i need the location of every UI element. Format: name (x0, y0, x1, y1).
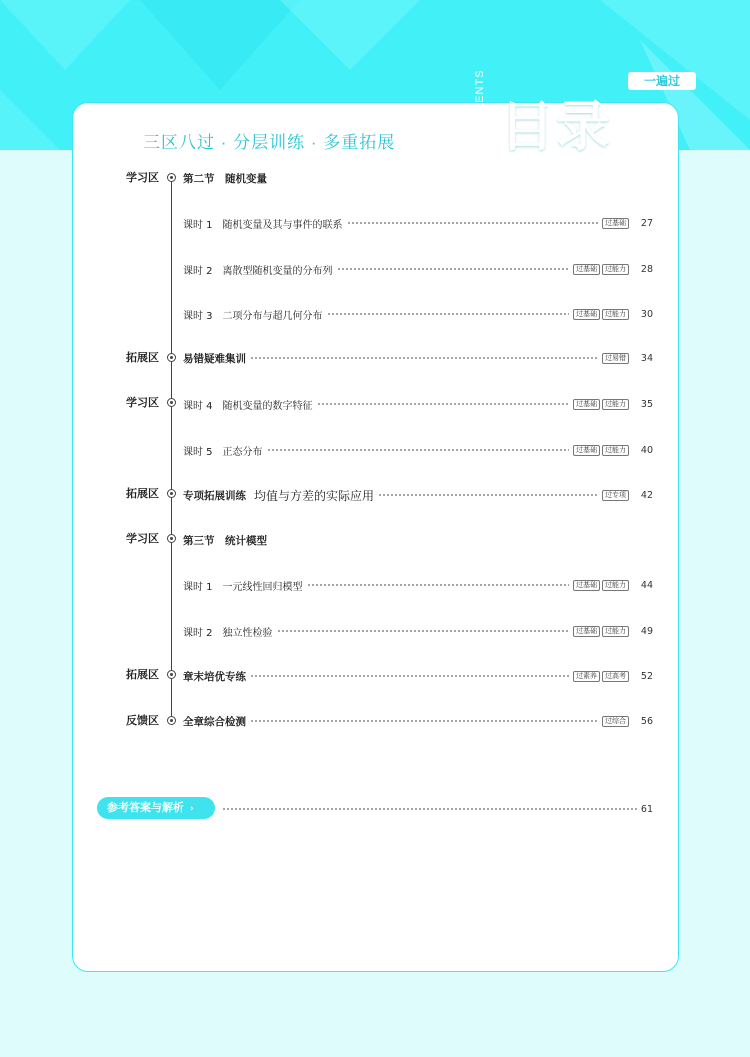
entry-title: 课时 3 二项分布与超几何分布 (183, 310, 323, 322)
level-badge: 过能力 (602, 309, 629, 320)
entry-tags (573, 626, 629, 637)
entry-title: 课时 4 随机变量的数字特征 (183, 400, 313, 412)
level-badge: 过素养 (573, 671, 600, 682)
entry-title: 课时 2 独立性检验 (183, 627, 273, 639)
dot-leader (347, 222, 598, 224)
toc-entry[interactable] (183, 216, 653, 230)
entry-tags (602, 716, 629, 727)
page-number: 52 (640, 670, 653, 682)
timeline-line (171, 180, 172, 720)
timeline-dot (167, 489, 176, 498)
page-number: 42 (640, 489, 653, 501)
toc-entry[interactable] (183, 397, 653, 411)
toc-entry[interactable] (183, 714, 653, 728)
entry-title: 第二节 随机变量 (183, 172, 267, 185)
zone-label: 反馈区 (126, 714, 159, 727)
entry-title: 第三节 统计模型 (183, 534, 267, 547)
page-number: 56 (640, 715, 653, 727)
dot-leader (250, 357, 598, 359)
entry-tags (602, 490, 629, 501)
toc-entry[interactable] (183, 171, 653, 185)
dot-leader (222, 808, 637, 810)
zone-label: 拓展区 (126, 668, 159, 681)
level-badge: 过高考 (602, 671, 629, 682)
dot-leader (267, 449, 569, 451)
dot-leader (327, 313, 569, 315)
timeline-dot (167, 670, 176, 679)
level-badge: 过基础 (573, 399, 600, 410)
entry-title: 课时 2 离散型随机变量的分布列 (183, 265, 333, 277)
zone-label: 学习区 (126, 396, 159, 409)
toc-entry[interactable] (183, 533, 653, 547)
timeline-dot (167, 398, 176, 407)
level-badge: 过专项 (602, 490, 629, 501)
toc-entry[interactable] (183, 669, 653, 683)
answer-section-badge[interactable] (97, 797, 215, 819)
toc-entry[interactable] (183, 624, 653, 638)
entry-tags (602, 218, 629, 229)
timeline-dot (167, 534, 176, 543)
level-badge: 过基础 (573, 445, 600, 456)
slogan: 三区八过 · 分层训练 · 多重拓展 (143, 133, 396, 152)
dot-leader (307, 584, 569, 586)
page-number: 40 (640, 444, 653, 456)
dot-leader (250, 675, 569, 677)
zone-label: 拓展区 (126, 351, 159, 364)
toc-entry[interactable] (183, 351, 653, 365)
level-badge: 过能力 (602, 445, 629, 456)
dot-leader (277, 630, 569, 632)
answer-section-entry[interactable] (222, 802, 653, 816)
level-badge: 过能力 (602, 399, 629, 410)
entry-tags (573, 671, 629, 682)
entry-title: 易错疑难集训 (183, 352, 246, 365)
level-badge: 过基础 (573, 626, 600, 637)
entry-subtitle: 均值与方差的实际应用 (254, 488, 375, 503)
dot-leader (337, 268, 569, 270)
entry-tags (573, 445, 629, 456)
toc-entry[interactable] (183, 262, 653, 276)
zone-label: 拓展区 (126, 487, 159, 500)
level-badge: 过能力 (602, 580, 629, 591)
level-badge: 过基础 (573, 580, 600, 591)
entry-title: 课时 1 一元线性回归模型 (183, 581, 303, 593)
brand-tag: 一遍过 (628, 72, 696, 90)
level-badge: 过易错 (602, 353, 629, 364)
page-number: 44 (640, 579, 653, 591)
entry-title: 章末培优专练 (183, 670, 246, 683)
dot-leader (250, 720, 598, 722)
page-number: 49 (640, 625, 653, 637)
toc-entry[interactable] (183, 488, 653, 502)
level-badge: 过能力 (602, 264, 629, 275)
page-number: 30 (640, 308, 653, 320)
level-badge: 过基础 (573, 264, 600, 275)
contents-label: CONTENTS (474, 69, 486, 138)
level-badge: 过综合 (602, 716, 629, 727)
level-badge: 过能力 (602, 626, 629, 637)
entry-title: 全章综合检测 (183, 715, 246, 728)
dot-leader (317, 403, 569, 405)
zone-label: 学习区 (126, 532, 159, 545)
chevron-right-icon: › (190, 804, 194, 814)
toc-entry[interactable] (183, 578, 653, 592)
page-title: 目录 (500, 95, 612, 158)
entry-title: 专项拓展训练 (183, 489, 246, 502)
timeline-dot (167, 173, 176, 182)
entry-title: 课时 5 正态分布 (183, 446, 263, 458)
toc-entry[interactable] (183, 443, 653, 457)
timeline-dot (167, 353, 176, 362)
timeline-dot (167, 716, 176, 725)
entry-tags (573, 399, 629, 410)
entry-tags (573, 264, 629, 275)
page-number: 28 (640, 263, 653, 275)
entry-tags (573, 580, 629, 591)
page-number: 34 (640, 352, 653, 364)
zone-label: 学习区 (126, 171, 159, 184)
entry-tags (573, 309, 629, 320)
level-badge: 过基础 (573, 309, 600, 320)
level-badge: 过基础 (602, 218, 629, 229)
page-number: 27 (640, 217, 653, 229)
page-number: 35 (640, 398, 653, 410)
dot-leader (378, 494, 598, 496)
toc-entry[interactable] (183, 307, 653, 321)
page-number: 61 (640, 803, 653, 815)
entry-tags (602, 353, 629, 364)
entry-title: 课时 1 随机变量及其与事件的联系 (183, 219, 343, 231)
answer-section-label: 参考答案与解析 (107, 801, 184, 814)
